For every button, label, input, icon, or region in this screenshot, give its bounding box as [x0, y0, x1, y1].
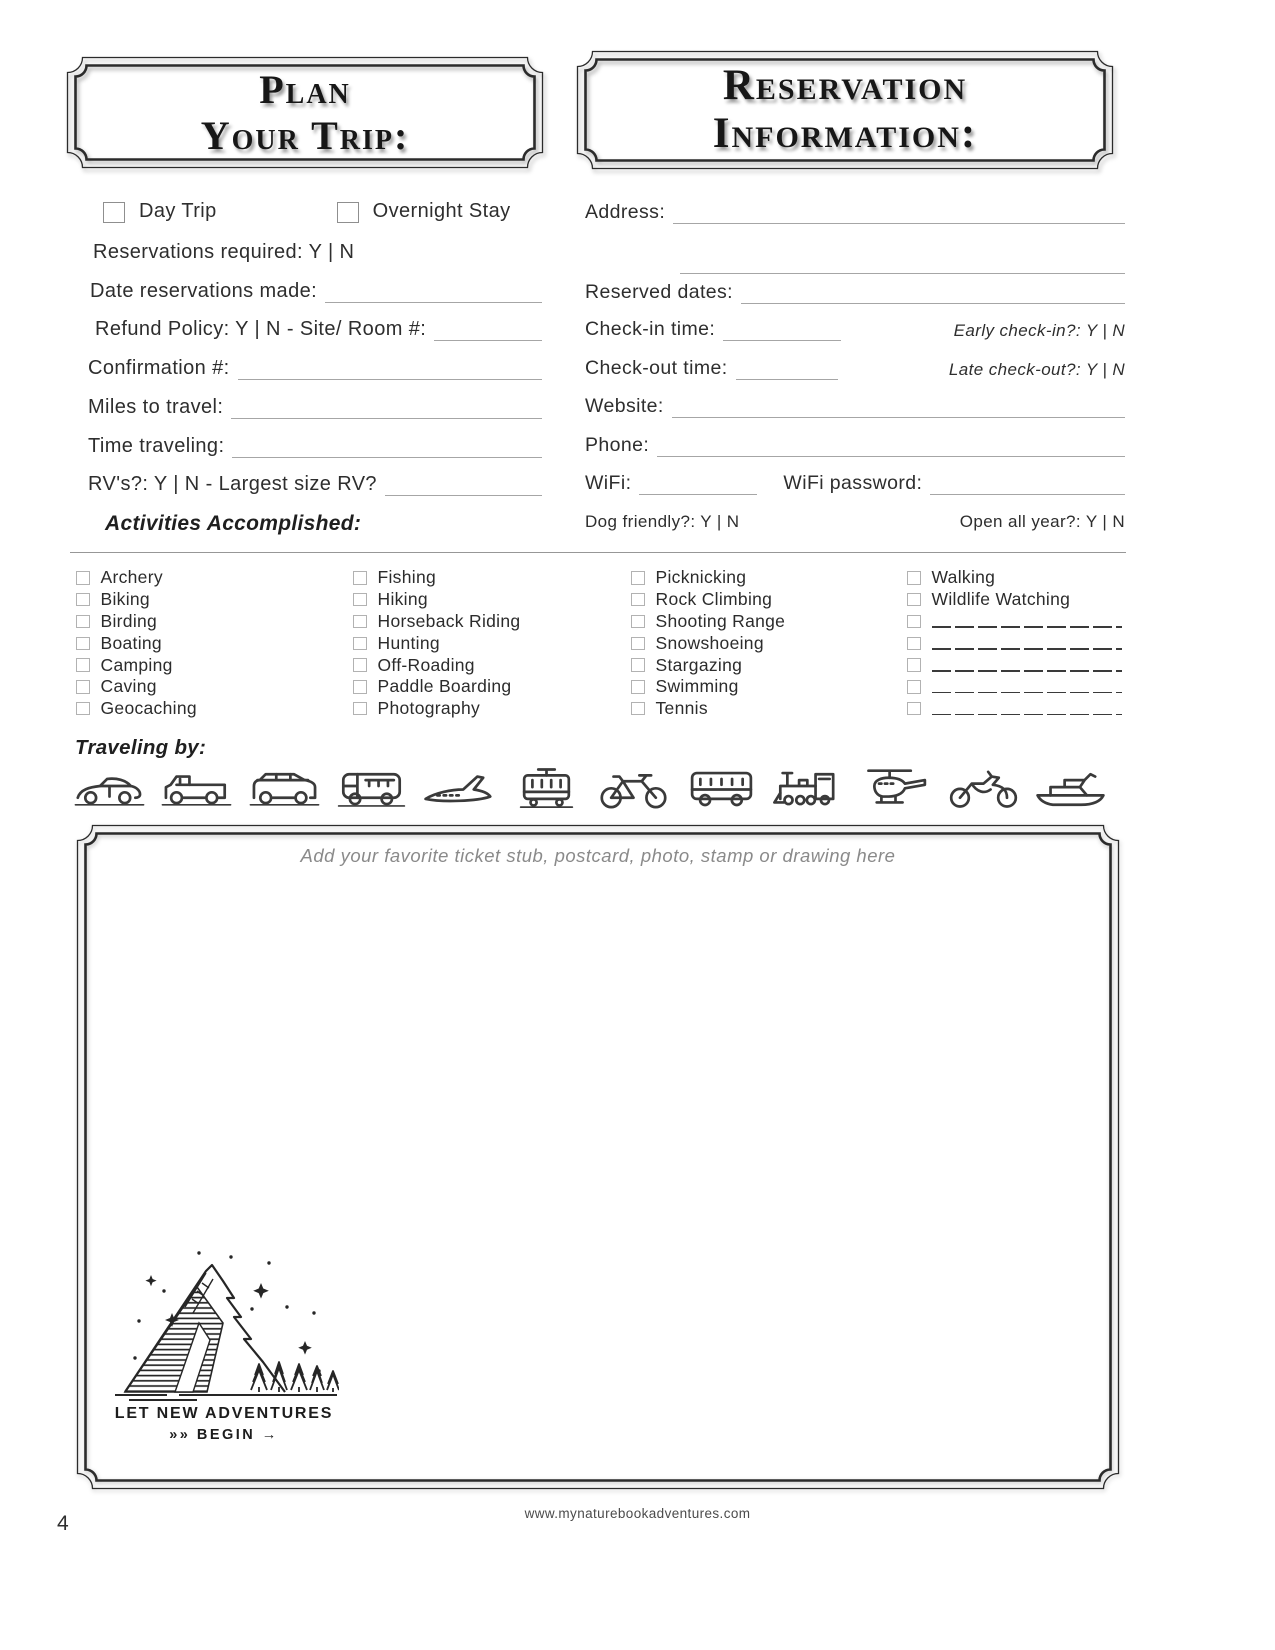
- activity-label: Paddle Boarding: [377, 676, 512, 697]
- yacht-icon[interactable]: [1031, 766, 1110, 813]
- date-reservations-input-line[interactable]: [325, 282, 542, 303]
- title-line2: Information:: [712, 110, 978, 157]
- rv-size-input-line[interactable]: [385, 475, 542, 496]
- dog-friendly-label: Dog friendly?: Y | N: [585, 512, 740, 531]
- activity-checkbox[interactable]: [353, 637, 367, 651]
- wifi-row: [585, 472, 1125, 495]
- activity-item: [76, 589, 353, 611]
- activity-label: Snowshoeing: [655, 632, 764, 653]
- title-line1: Plan: [259, 66, 351, 112]
- check-out-row: [585, 357, 1125, 380]
- activity-checkbox[interactable]: [76, 593, 90, 607]
- footer-url: www.mynaturebookadventures.com: [524, 1506, 751, 1521]
- activity-item: [907, 654, 1126, 676]
- wifi-input-line[interactable]: [639, 474, 757, 495]
- activity-item: [76, 611, 353, 633]
- activity-label: Wildlife Watching: [931, 589, 1071, 610]
- early-check-in-label: Early check-in?: Y | N: [953, 321, 1125, 340]
- activity-write-in-line[interactable]: [932, 702, 1122, 715]
- motorcycle-icon[interactable]: [944, 766, 1023, 813]
- activities-column-3: [631, 567, 907, 720]
- activity-checkbox[interactable]: [631, 571, 645, 585]
- activity-item: [907, 698, 1126, 720]
- activity-checkbox[interactable]: [631, 593, 645, 607]
- activity-item: [76, 567, 353, 589]
- activity-label: Picknicking: [655, 567, 747, 588]
- activity-item: [76, 698, 353, 720]
- activity-item: [631, 567, 907, 589]
- activity-checkbox[interactable]: [353, 658, 367, 672]
- activity-item: [353, 567, 631, 589]
- vehicle-icon-row: [70, 766, 1110, 813]
- phone-label: Phone:: [585, 434, 650, 456]
- activity-item: [631, 611, 907, 633]
- page-title: [65, 55, 545, 170]
- refund-policy-label: Refund Policy: Y | N - Site/ Room #:: [95, 318, 427, 340]
- tram-icon[interactable]: [507, 766, 586, 813]
- logo-begin-text: »» BEGIN →: [169, 1427, 279, 1443]
- activity-item: [907, 567, 1126, 589]
- activity-write-in-line[interactable]: [932, 637, 1122, 650]
- activities-column-1: [76, 567, 353, 720]
- address-row2: [680, 253, 1125, 274]
- activity-checkbox[interactable]: [76, 571, 90, 585]
- activities-heading: Activities Accomplished:: [105, 512, 362, 535]
- mountain-illustration: [109, 1243, 339, 1403]
- rv-row: [88, 473, 542, 496]
- overnight-stay-checkbox[interactable]: [337, 202, 359, 223]
- activity-checkbox[interactable]: [353, 702, 367, 716]
- activity-checkbox[interactable]: [353, 593, 367, 607]
- activity-checkbox[interactable]: [631, 658, 645, 672]
- activity-write-in-line[interactable]: [932, 615, 1122, 628]
- activity-checkbox[interactable]: [353, 615, 367, 629]
- activity-item: [353, 611, 631, 633]
- activity-write-in-line[interactable]: [932, 659, 1122, 672]
- activity-checkbox[interactable]: [907, 593, 921, 607]
- website-input-line[interactable]: [672, 397, 1125, 418]
- activities-checklist: [76, 567, 1126, 720]
- activity-label: Caving: [100, 676, 157, 697]
- activity-item: [353, 698, 631, 720]
- miles-row: [88, 396, 542, 419]
- refund-policy-row: [95, 318, 542, 341]
- plan-your-trip-header: [65, 55, 545, 170]
- car-icon[interactable]: [70, 766, 149, 813]
- phone-input-line[interactable]: [657, 436, 1125, 457]
- activity-checkbox[interactable]: [907, 702, 921, 716]
- wifi-label: WiFi:: [585, 472, 632, 494]
- page-number: 4: [57, 1512, 69, 1535]
- late-check-out-label: Late check-out?: Y | N: [948, 360, 1125, 379]
- activity-label: Walking: [931, 567, 996, 588]
- time-traveling-label: Time traveling:: [88, 435, 225, 457]
- activity-checkbox[interactable]: [907, 658, 921, 672]
- rv-label: RV's?: Y | N - Largest size RV?: [88, 473, 377, 495]
- activity-item: [631, 589, 907, 611]
- activity-checkbox[interactable]: [907, 571, 921, 585]
- wifi-password-input-line[interactable]: [930, 474, 1125, 495]
- pickup-truck-icon[interactable]: [157, 766, 236, 813]
- reserved-dates-row: [585, 281, 1125, 304]
- phone-row: [585, 434, 1125, 457]
- activity-checkbox[interactable]: [631, 615, 645, 629]
- check-in-row: [585, 318, 1125, 341]
- activity-item: [907, 632, 1126, 654]
- activity-checkbox[interactable]: [631, 637, 645, 651]
- activity-label: Tennis: [655, 698, 708, 719]
- activity-label: Boating: [100, 632, 162, 653]
- activity-label: Hunting: [377, 632, 440, 653]
- activity-label: Biking: [100, 589, 150, 610]
- address-label: Address:: [585, 201, 666, 223]
- activity-checkbox[interactable]: [907, 680, 921, 694]
- airplane-icon[interactable]: [419, 766, 498, 813]
- activity-label: Stargazing: [655, 654, 743, 675]
- activity-item: [76, 654, 353, 676]
- open-all-year-label: Open all year?: Y | N: [959, 512, 1125, 531]
- activity-checkbox[interactable]: [907, 637, 921, 651]
- scrapbook-area: [75, 823, 1121, 1491]
- activity-item: [353, 589, 631, 611]
- activity-checkbox[interactable]: [76, 615, 90, 629]
- activity-label: Photography: [377, 698, 481, 719]
- confirmation-label: Confirmation #:: [88, 357, 230, 379]
- activity-item: [631, 654, 907, 676]
- adventure-logo: [105, 1243, 343, 1443]
- activity-label: Swimming: [655, 676, 739, 697]
- activity-item: [907, 611, 1126, 633]
- activity-checkbox[interactable]: [907, 615, 921, 629]
- activities-column-2: [353, 567, 631, 720]
- activities-column-4: [907, 567, 1126, 720]
- time-traveling-row: [88, 435, 542, 458]
- activity-item: [631, 698, 907, 720]
- bus-icon[interactable]: [682, 766, 761, 813]
- activity-label: Camping: [100, 654, 173, 675]
- address-input-line2[interactable]: [680, 253, 1125, 274]
- website-row: [585, 395, 1125, 418]
- reservation-information-header: [575, 49, 1115, 171]
- activity-label: Shooting Range: [655, 610, 786, 631]
- activity-item: [907, 676, 1126, 698]
- traveling-by-heading: Traveling by:: [75, 736, 207, 759]
- activity-checkbox[interactable]: [353, 571, 367, 585]
- time-traveling-input-line[interactable]: [232, 437, 542, 458]
- section-divider: [70, 552, 1126, 553]
- activity-item: [353, 676, 631, 698]
- section-title: [575, 49, 1115, 171]
- activity-checkbox[interactable]: [76, 637, 90, 651]
- day-trip-label: Day Trip: [139, 200, 217, 222]
- activity-checkbox[interactable]: [76, 680, 90, 694]
- confirmation-row: [88, 357, 542, 380]
- activity-label: Rock Climbing: [655, 589, 773, 610]
- reserved-dates-input-line[interactable]: [741, 283, 1125, 304]
- activity-checkbox[interactable]: [76, 658, 90, 672]
- address-row: [585, 201, 1125, 224]
- miles-input-line[interactable]: [231, 398, 542, 419]
- activity-label: Fishing: [377, 567, 437, 588]
- activity-checkbox[interactable]: [631, 680, 645, 694]
- activity-item: [76, 676, 353, 698]
- overnight-stay-label: Overnight Stay: [372, 200, 511, 222]
- activity-label: Horseback Riding: [377, 610, 521, 631]
- logo-text: LET NEW ADVENTURES: [114, 1405, 334, 1422]
- check-in-label: Check-in time:: [585, 318, 716, 340]
- miles-label: Miles to travel:: [88, 396, 224, 418]
- van-icon[interactable]: [332, 766, 411, 813]
- scrapbook-caption: Add your favorite ticket stub, postcard, photo, stamp or drawing here: [300, 845, 896, 866]
- title-line1: Reservation: [722, 61, 968, 109]
- train-icon[interactable]: [769, 766, 848, 813]
- activity-label: Hiking: [377, 589, 428, 610]
- activity-checkbox[interactable]: [631, 702, 645, 716]
- activity-label: Birding: [100, 610, 158, 631]
- activity-item: [631, 676, 907, 698]
- activity-item: [353, 632, 631, 654]
- day-trip-checkbox[interactable]: [103, 202, 125, 223]
- trip-type-row: [103, 200, 555, 223]
- address-input-line[interactable]: [673, 203, 1125, 224]
- helicopter-icon[interactable]: [856, 766, 935, 813]
- activity-item: [631, 632, 907, 654]
- activity-label: Geocaching: [100, 698, 197, 719]
- activity-item: [907, 589, 1126, 611]
- wifi-password-label: WiFi password:: [783, 472, 923, 494]
- site-room-input-line[interactable]: [434, 320, 542, 341]
- reservations-required-label: Reservations required: Y | N: [93, 241, 355, 263]
- check-in-input-line[interactable]: [723, 320, 841, 341]
- activity-item: [76, 632, 353, 654]
- title-line2: Your Trip:: [200, 112, 410, 158]
- check-out-label: Check-out time:: [585, 357, 728, 379]
- dog-friendly-row: [585, 512, 1125, 532]
- activity-checkbox[interactable]: [353, 680, 367, 694]
- activity-label: Archery: [100, 567, 163, 588]
- date-reservations-row: [90, 280, 542, 303]
- suv-icon[interactable]: [245, 766, 324, 813]
- activity-label: Off-Roading: [377, 654, 475, 675]
- date-reservations-label: Date reservations made:: [90, 280, 318, 302]
- activity-write-in-line[interactable]: [932, 680, 1122, 693]
- reservations-required-row: [93, 241, 545, 264]
- activity-checkbox[interactable]: [76, 702, 90, 716]
- bicycle-icon[interactable]: [594, 766, 673, 813]
- confirmation-input-line[interactable]: [238, 359, 542, 380]
- reserved-dates-label: Reserved dates:: [585, 281, 733, 303]
- website-label: Website:: [585, 395, 664, 417]
- check-out-input-line[interactable]: [736, 359, 838, 380]
- activity-item: [353, 654, 631, 676]
